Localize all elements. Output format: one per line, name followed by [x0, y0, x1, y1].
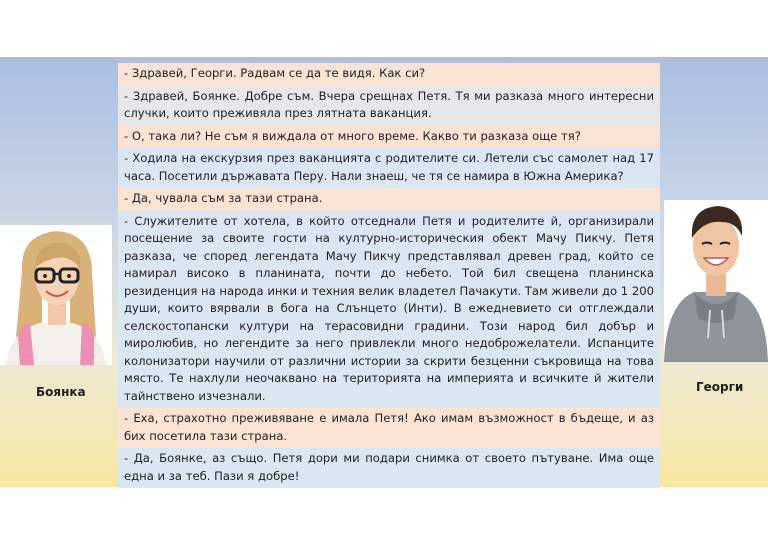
dialog-line-4: - Ходила на екскурзия през ваканцията с родителите си. Летели със самолет над 17 часа. Посетили държавата Перу. Нали знаеш, че тя се намира в Южна Америка?	[118, 148, 660, 188]
boy-portrait	[664, 200, 768, 362]
dialog-line-1: - Здравей, Георги. Радвам се да те видя. Как си?	[118, 63, 660, 86]
speaker-left-name: Боянка	[36, 385, 86, 399]
dialog-line-2: - Здравей, Боянке. Добре съм. Вчера срещнах Петя. Тя ми разказа много интересни случки, които преживяла през лятната ваканция.	[118, 86, 660, 126]
dialog-line-8: - Да, Боянке, аз също. Петя дори ми подари снимка от своето пътуване. Има още една и за теб. Пази я добре!	[118, 448, 660, 488]
girl-portrait	[0, 225, 112, 365]
dialog-line-5: - Да, чувала съм за тази страна.	[118, 188, 660, 211]
dialog-box	[118, 63, 660, 488]
dialog-line-6: - Служителите от хотела, в който отседнали Петя и родителите й, организирали посещение за своите гости на културно-историческия обект Мачу Пикчу. Петя разказа, че според легендата Мачу Пикчу представлявал древен град, който се намирал високо в планината, почти до небето. Той бил свещена планинска резиденция на народа инки и техния велик владетел Пачакути. Там живели до 1 200 души, които вярвали в бога на Слънцето (Инти). В ежедневието си отглеждали селскостопански култури на терасовидни градини. Този народ бил добър и миролюбив, но легендите за него привлекли много недоброжелатели. Испанците колонизатори научили от различни истории за скрити безценни съкровища на това място. Те нахлули неочаквано на територията на империята и всичките й жители тайнствено изчезнали.	[118, 211, 660, 409]
dialog-line-7: - Еха, страхотно преживяване е имала Петя! Ако имам възможност в бъдеще, и аз бих посетила тази страна.	[118, 408, 660, 448]
dialog-line-3: - О, така ли? Не съм я виждала от много време. Какво ти разказа още тя?	[118, 126, 660, 149]
speaker-right-name: Георги	[696, 380, 744, 394]
